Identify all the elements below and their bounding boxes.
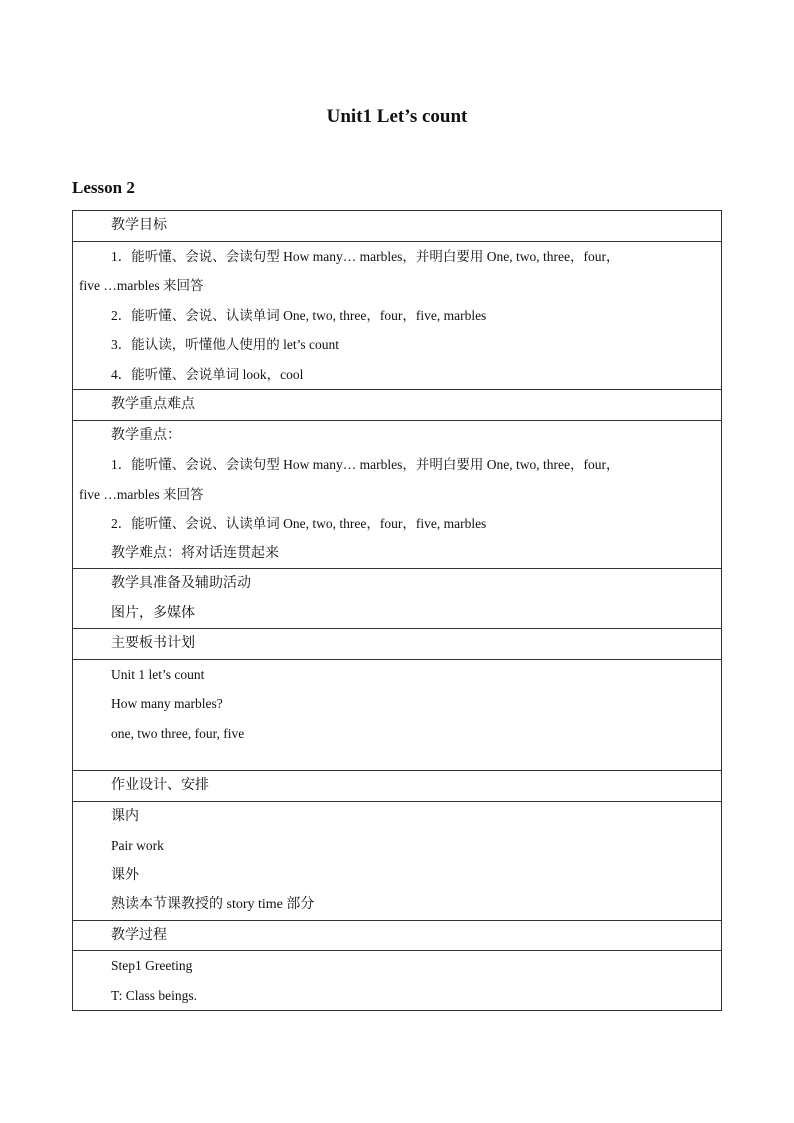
lesson-plan-table [72,210,722,1011]
process-line-1: T: Class beings. [111,987,197,1003]
homework-in-class: 课内 [111,808,139,824]
materials-section [73,568,721,628]
key-points-heading: 教学重点难点 [111,397,195,412]
board-plan-heading: 主要板书计划 [111,636,195,651]
materials-content: 图片，多媒体 [111,605,195,621]
homework-in-class-item: Pair work [111,838,164,853]
board-plan-spacer [73,748,721,770]
key-point-1-cont: five …marbles 来回答 [79,486,204,502]
homework-heading-row [73,770,721,801]
objectives-heading: 教学目标 [111,218,167,233]
difficulty: 教学难点：将对话连贯起来 [111,545,279,561]
objectives-heading-row [73,211,721,241]
homework-after-class: 课外 [111,867,139,883]
process-step-1: Step1 Greeting [111,958,193,973]
key-point-1: 1．能听懂、会说、会读句型 How many… marbles，并明白要用 One, two, three，four， [111,457,620,472]
process-heading-row [73,920,721,951]
key-points-subheading: 教学重点： [111,427,181,443]
homework-heading: 作业设计、安排 [111,778,209,793]
objectives-content [73,241,721,390]
board-plan-heading-row [73,628,721,659]
key-point-2: 2．能听懂、会说、认读单词 One, two, three，four，five, marbles [111,516,487,531]
objective-3: 3．能认读，听懂他人使用的 let’s count [111,337,339,352]
key-points-content [73,420,721,569]
homework-after-class-item: 熟读本节课教授的 story time 部分 [111,897,315,912]
materials-heading: 教学具准备及辅助活动 [111,576,251,591]
lesson-label: Lesson 2 [72,178,135,197]
board-plan-line-1: Unit 1 let’s count [111,666,205,682]
process-content [73,950,721,1010]
objective-1: 1．能听懂、会说、会读句型 How many… marbles，并明白要用 One, two, three，four， [111,248,620,264]
board-plan-line-3: one, two three, four, five [111,725,245,741]
process-heading: 教学过程 [111,927,167,943]
objective-4: 4．能听懂、会说单词 look，cool [111,366,304,382]
homework-content [73,801,721,920]
page-title: Unit1 Let’s count [326,106,468,127]
objective-1-cont: five …marbles 来回答 [79,278,204,293]
board-plan-line-2: How many marbles? [111,696,223,711]
key-points-heading-row [73,389,721,420]
board-plan-content [73,659,721,771]
objective-2: 2．能听懂、会说、认读单词 One, two, three，four，five, marbles [111,307,487,323]
